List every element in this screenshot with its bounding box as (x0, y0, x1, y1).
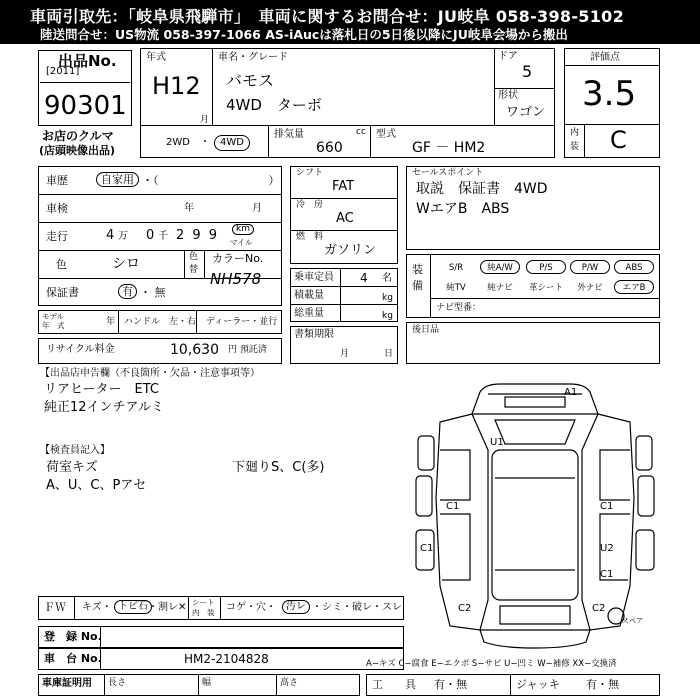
diagram-mark-u1: U1 (490, 437, 504, 448)
ac-value: AC (336, 211, 354, 226)
sales-point-label: セールスポイント (412, 168, 484, 178)
mileage-man-unit: 万 (118, 231, 128, 242)
cert-length-label: 長さ (108, 678, 127, 688)
rating-label: 評価点 (590, 52, 620, 63)
equipment-item: 純A/W (480, 260, 520, 274)
drive-selected: 4WD (214, 135, 250, 151)
equipment-item: 外ナビ (577, 283, 603, 293)
equipment-label-1: 装 (412, 263, 423, 276)
seat-label-1: シート (192, 598, 215, 607)
fuel-label: 燃 料 (296, 232, 324, 242)
pickup-contact-line: 車両引取先：「岐阜県飛騨市」 車両に関するお問合せ：JU岐阜 058-398-5102 (30, 7, 625, 26)
equipment-item: エアB (614, 280, 654, 294)
equipment-label-2: 備 (412, 279, 423, 292)
fw-selected: トビ石 (114, 600, 152, 614)
inspector-line2: A、U、C、Pアセ (46, 478, 147, 493)
navi-model-label: ナビ型番： (436, 303, 482, 313)
diagram-mark-c2-right: C2 (592, 603, 606, 614)
year-value: H12 (152, 72, 201, 100)
car-name-label: 車名・グレード (218, 52, 288, 63)
color-no-label: カラーNo. (212, 252, 264, 265)
seat-other: ・シミ・破レ・スレ (312, 602, 402, 613)
warranty-selected: 有 (118, 284, 137, 299)
displacement-label: 排気量 (274, 129, 304, 140)
diagram-left-side (436, 414, 488, 630)
diagram-rear (480, 630, 590, 648)
mileage-sen-unit: 千 (158, 231, 168, 242)
interior-label-1: 内 (570, 128, 580, 138)
fitted-later-box (406, 322, 660, 364)
mileage-unit-mile: マイル (230, 238, 253, 247)
gross-unit: kg (382, 311, 393, 321)
equipment-item: ABS (614, 260, 654, 274)
inspector-line1: 荷室キズ (46, 460, 98, 475)
diagram-right-side (582, 414, 634, 630)
diagram-front-grille (505, 397, 565, 407)
ac-label: 冷 房 (296, 200, 324, 210)
color-no-value: NH578 (210, 270, 262, 288)
registration-label: 登 録 No. (44, 630, 102, 643)
fw-label: ＦＷ (44, 601, 66, 614)
warranty-none: ・ 無 (140, 286, 166, 299)
model-year-unit: 年 (106, 317, 116, 327)
fuel-value: ガソリン (324, 243, 377, 258)
mileage-unit-km: km (232, 224, 254, 235)
color-value: シロ (112, 256, 140, 272)
lot-year-code: [2011] (46, 66, 80, 77)
jack-options: 有・無 (586, 678, 619, 691)
shop-label: お店のクルマ (42, 129, 114, 143)
docs-month: 月 (340, 349, 350, 359)
diagram-mark-c1-left-front: C1 (446, 501, 460, 512)
load-unit: kg (382, 293, 393, 303)
handle-options: ハンドル 左・右 (124, 317, 197, 327)
history-label: 車歴 (46, 174, 68, 187)
fw-other: ・割レ✕ (148, 602, 187, 613)
spare-label: スペア (622, 617, 643, 625)
model-code-label: 型式 (376, 129, 396, 140)
model-year-label-2: 年 式 (42, 321, 65, 330)
lot-label: 出品No. (58, 52, 117, 70)
notes-line1: リアヒーター ETC (44, 382, 159, 397)
equipment-item: P/S (526, 260, 566, 274)
shape-value: ワゴン (506, 105, 546, 120)
door-label: ドア (498, 51, 518, 62)
cert-width-label: 幅 (202, 678, 212, 688)
gross-label: 総重量 (294, 308, 324, 319)
docs-label: 書類期限 (294, 329, 334, 340)
inspector-under: 下廻りS、C(多) (232, 460, 325, 475)
warranty-label: 保証書 (46, 286, 79, 299)
displacement-value: 660 (316, 140, 343, 156)
capacity-label: 乗車定員 (294, 272, 334, 283)
diagram-mark-c1-right-rear: C1 (600, 569, 614, 580)
grade-value: 4WD ターボ (226, 96, 322, 114)
color-label: 色 (56, 258, 67, 271)
lot-number: 90301 (44, 91, 127, 121)
drive-options: 2WD ・ (166, 137, 210, 148)
damage-legend: A−キズ C−腐食 E−エクボ S−サビ U−凹ミ W−補修 XX−交換済 (366, 659, 617, 669)
rating-score: 3.5 (582, 74, 637, 114)
interior-label-2: 装 (570, 142, 580, 152)
model-code-value: GF － HM2 (412, 140, 486, 156)
history-other: ・（ ） (142, 174, 280, 187)
header-banner (0, 0, 700, 44)
capacity-value: 4 (360, 271, 368, 285)
car-name-value: バモス (226, 71, 275, 90)
mileage-label: 走行 (46, 230, 68, 243)
diagram-mark-c2-left: C2 (458, 603, 472, 614)
inspection-label: 車検 (46, 202, 68, 215)
door-value: 5 (522, 62, 533, 81)
jack-label: ジャッキ (516, 678, 560, 691)
seat-selected: 汚レ (282, 600, 310, 614)
shop-sub-label: (店頭映像出品) (39, 144, 116, 157)
mileage-rest: 2 9 9 (176, 228, 220, 243)
sales-point-line1: 取説 保証書 4WD (416, 181, 548, 197)
diagram-mark-c1-right-front: C1 (600, 501, 614, 512)
garage-cert-label: 車庫証明用 (42, 678, 92, 689)
inspection-year: 年 (184, 203, 194, 214)
diagram-mark-u2: U2 (600, 543, 614, 554)
transport-contact-line: 陸送問合せ：US物流 058-397-1066 AS-iAucは落札日の5日後以降にJU岐阜会場から搬出 (40, 27, 568, 42)
sales-point-line2: WエアB ABS (416, 201, 510, 217)
color-change-label-1: 色 (189, 252, 199, 262)
load-label: 積載量 (294, 290, 324, 301)
inspection-month: 月 (252, 203, 262, 214)
fitted-later-label: 後日品 (412, 325, 440, 335)
seat-label-2: 内 装 (192, 608, 215, 617)
mileage-man: 4 (106, 228, 115, 243)
equipment-item: 純ナビ (487, 283, 513, 293)
recycle-label: リサイクル料金 (46, 344, 115, 355)
fw-options: キズ・ (82, 602, 112, 613)
cert-height-label: 高さ (280, 678, 299, 688)
diagram-mark-c1-left-rear: C1 (420, 543, 434, 554)
diagram-windshield (495, 420, 575, 444)
notes-line2: 純正12インチアルミ (44, 400, 165, 415)
shift-value: FAT (332, 179, 355, 194)
year-label: 年式 (146, 52, 166, 63)
color-change-label-2: 替 (189, 265, 199, 275)
diagram-roof (492, 450, 578, 600)
chassis-value: HM2-2104828 (184, 652, 269, 666)
interior-score: C (610, 126, 627, 154)
diagram-mark-a1: A1 (564, 387, 578, 398)
equipment-item: 純TV (446, 283, 466, 293)
month-label: 月 (200, 115, 210, 125)
docs-day: 日 (384, 349, 394, 359)
equipment-item: 革シート (528, 283, 563, 293)
chassis-label: 車 台 No. (44, 652, 102, 665)
history-selected: 自家用 (96, 172, 139, 187)
car-body-diagram (410, 380, 660, 650)
capacity-unit: 名 (382, 273, 392, 284)
equipment-item: P/W (570, 260, 610, 274)
dealer-options: ディーラー・並行 (206, 317, 278, 327)
model-year-label-1: モデル (42, 312, 65, 321)
seat-options: コゲ・穴・ (226, 602, 276, 613)
tools-options: 有・無 (434, 678, 467, 691)
diagram-front-bumper (472, 384, 598, 414)
inspector-label: 【検査員記入】 (40, 445, 110, 456)
shape-label: 形状 (498, 90, 518, 101)
equipment-item: S/R (448, 263, 464, 273)
mileage-sen: 0 (146, 228, 155, 243)
recycle-unit: 円 預託済 (228, 345, 267, 355)
shift-label: シフト (296, 168, 324, 178)
displacement-unit: cc (356, 127, 366, 137)
tools-label: 工 具 (372, 678, 416, 691)
recycle-value: 10,630 (170, 342, 219, 358)
notes-label: 【出品店申告欄（不良箇所・欠品・注意事項等） (40, 368, 260, 379)
